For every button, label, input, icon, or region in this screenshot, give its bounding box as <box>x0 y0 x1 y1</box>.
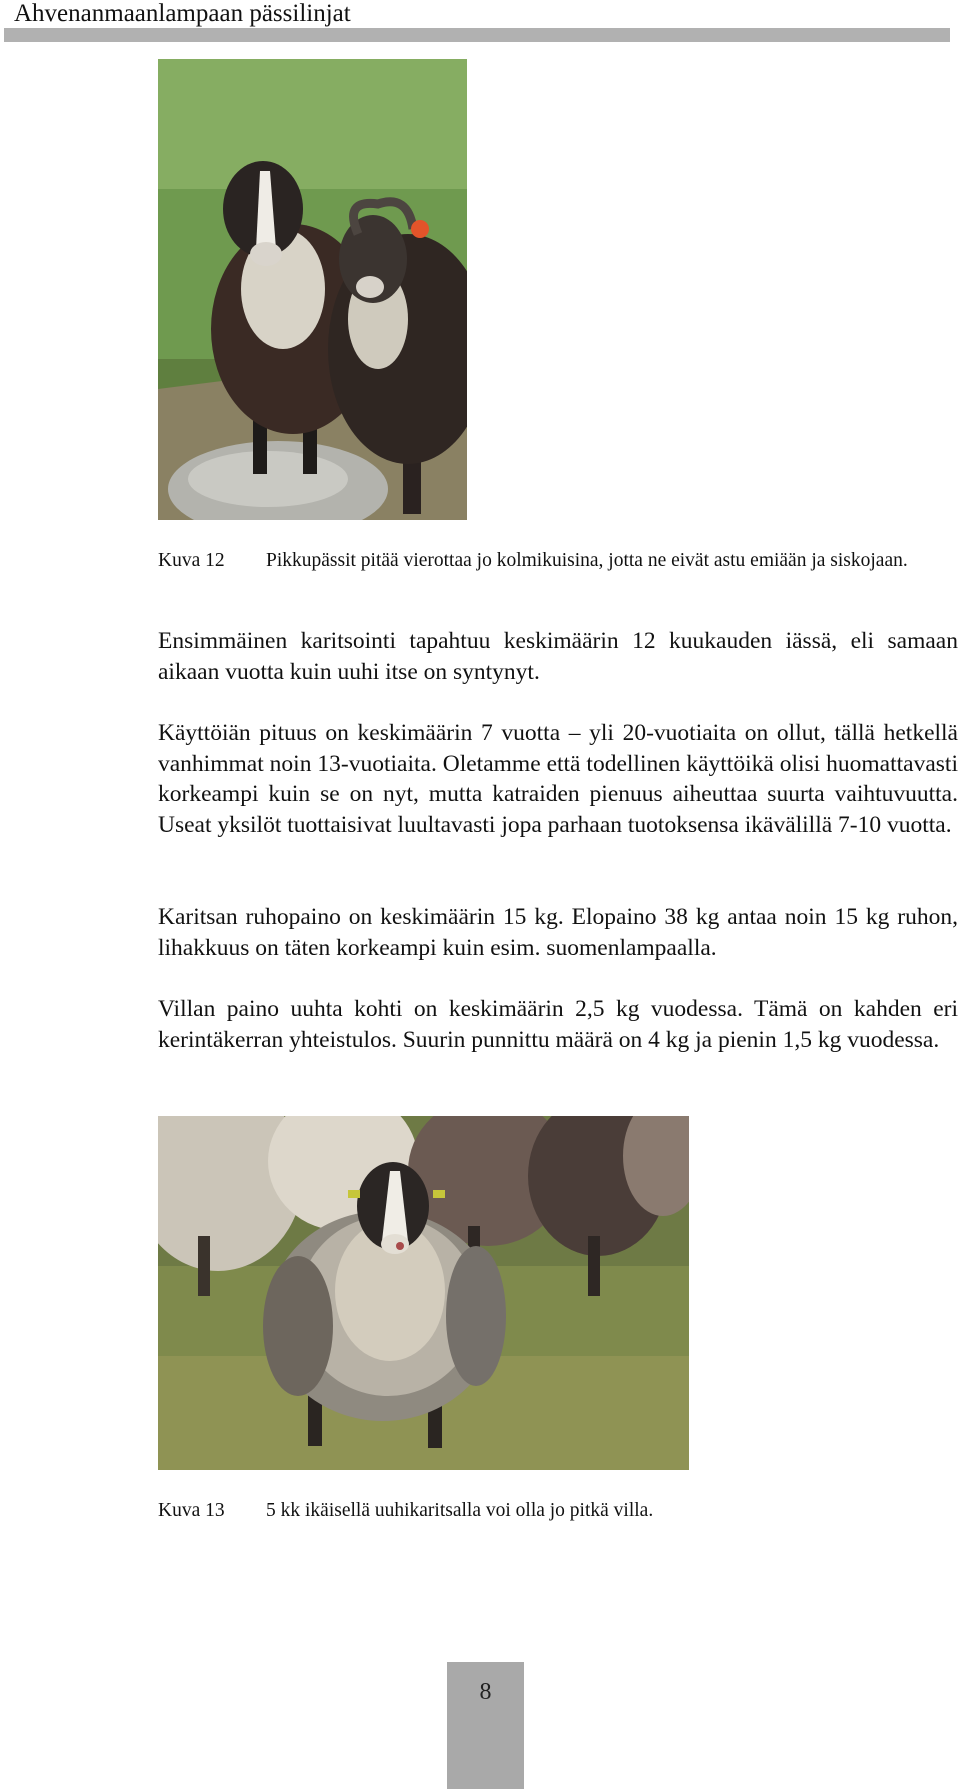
header-rule <box>4 28 950 42</box>
figure-caption-text: 5 kk ikäisellä uuhikaritsalla voi olla jo pitkä villa. <box>266 1500 654 1521</box>
running-header: Ahvenanmaanlampaan pässilinjat <box>14 0 351 27</box>
page-number-box <box>447 1662 524 1789</box>
photo-ewe-lamb <box>158 1116 689 1470</box>
figure-caption-12 <box>158 547 958 575</box>
body-paragraph: Villan paino uuhta kohti on keskimäärin 2,5 kg vuodessa. Tämä on kahden eri kerintäkerran yhteistulos. Suurin punnittu määrä on 4 kg ja pienin 1,5 kg vuodessa. <box>158 996 958 1053</box>
figure-caption-text: Pikkupässit pitää vierottaa jo kolmikuisina, jotta ne eivät astu emiään ja siskojaan. <box>266 550 908 571</box>
figure-label: Kuva 12 <box>158 550 225 571</box>
page-number: 8 <box>479 1679 492 1705</box>
body-paragraph: Käyttöiän pituus on keskimäärin 7 vuotta – yli 20-vuotiaita on ollut, tällä hetkellä vanhimmat noin 13-vuotiaita. Oletamme että todellinen käyttöikä olisi huomattavasti korkeampi kuin se on nyt, mutta katraiden pienuus aiheuttaa suurta vaihtuvuutta. Useat yksilöt tuottaisivat luultavasti jopa parhaan tuotoksensa ikävälillä 7-10 vuotta. <box>158 720 958 838</box>
body-paragraph: Ensimmäinen karitsointi tapahtuu keskimäärin 12 kuukauden iässä, eli samaan aikaan vuotta kuin uuhi itse on syntynyt. <box>158 628 958 685</box>
figure-label: Kuva 13 <box>158 1500 225 1521</box>
body-paragraph: Karitsan ruhopaino on keskimäärin 15 kg. Elopaino 38 kg antaa noin 15 kg ruhon, lihakkuus on täten korkeampi kuin esim. suomenlampaalla. <box>158 904 958 961</box>
photo-two-rams <box>158 59 467 520</box>
figure-caption-13 <box>158 1497 958 1525</box>
